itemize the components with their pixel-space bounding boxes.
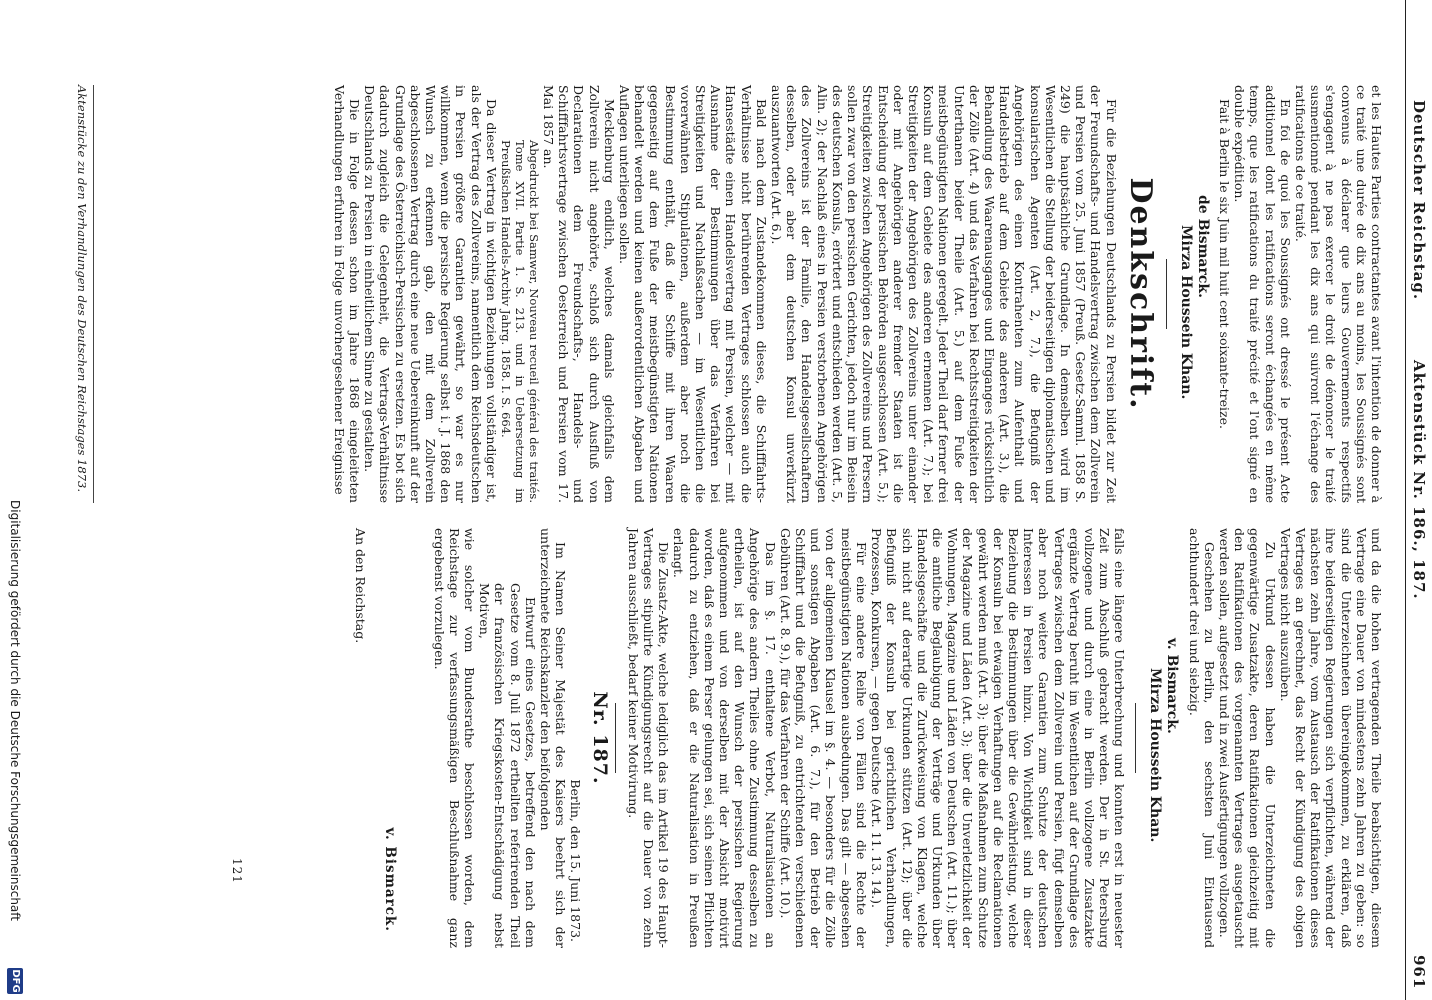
letter-paragraph: wie solcher vom Bundesrathe beschlossen worden, dem Reichstage zur verfassungsmäßigen Beschlußnahme ganz ergebenst vorzulegen. — [431, 528, 478, 948]
page-number: 961 — [1410, 955, 1428, 990]
section-divider — [615, 703, 616, 773]
french-paragraph: En foi de quoi les Soussignés ont dressé le présent Acte additionnel dont les ratifications seront échangées en même temps, que les ratifications du traité précité et l'ont signé en double expédition. — [1232, 85, 1293, 503]
dfg-logo-icon: DFG — [7, 968, 23, 994]
letter-paragraph: Im Namen Seiner Majestät des Kaisers beehrt sich der unterzeichnete Reichskanzler den beifolgenden — [538, 528, 569, 948]
signature-bismarck: v. Bismarck. — [1164, 638, 1181, 734]
digitization-text: Digitalisierung gefördert durch die Deutsche Forschungsgemeinschaft — [8, 500, 22, 922]
page-header — [1405, 0, 1432, 1000]
digitization-note — [3, 0, 27, 1000]
right-column — [353, 528, 1384, 948]
footnote: Aktenstücke zu den Verhandlungen des Deutschen Reichstages 1873. — [75, 85, 94, 503]
french-paragraph: et les Hautes Parties contractantes avant l'intention de donner à ce traité une durée de dix ans au moins, les Soussignés sont convenus à déclarer que leurs Gouvernements respectifs s'engagent à ne pas exercer le droit de dénoncer le traité susmentionné pendant les dix ans qui suivront l'échange des ratifications de ce traité. — [1292, 85, 1384, 503]
opening-paragraph: Geschehen zu Berlin, den sechsten Juni Eintausend achthundert drei und siebzig. — [1186, 528, 1217, 948]
footer-page-number: 121 — [230, 858, 244, 884]
dateline: Berlin, den 15. Juni 1873. — [568, 779, 584, 942]
continuation-paragraph: Für eine andere Reihe von Fällen sind die Rechte der meistbegünstigten Nationen ausbedungen. Das gilt — abgesehen von der allgemeinen Klausel im §. 4. — besonders für die Zölle und sonstigen Abgaben (Art. 6. 7.), für den Betrieb der Schifffahrt und die Befugniß, zu entrichtenden verschiedenen Gebühren (Art. 8. 9.), für das Verfahren der Schiffe (Art. 10.). — [777, 528, 869, 948]
body-paragraph: Für die Beziehungen Deutschlands zu Persien bildet zur Zeit der Freundschafts- und Handelsvertrag zwischen dem Zollverein und Persien vom 25. Juni 1857 (Preuß. Gesetz-Samml. 1858 S. 249) die hauptsächliche Grundlage. In demselben wird im Wesentlichen die Stellung der beiderseitigen diplomatischen und konsularischen Agenten (Art. 2, 7.), die Befugniß der Angehörigen des einen Kontrahenten zum Aufenthalt und Handelsbetrieb auf dem Gebiete des anderen (Art. 3.), die Behandlung des Waarenausganges und Einganges rücksichtlich der Zölle (Art. 4) und das Verfahren bei Rechtsstreitigkeiten der Unterthanen beider Theile (Art. 5.) auf dem Fuße der meistbegünstigten Nationen geregelt. Jeder Theil darf ferner drei Konsuln auf dem Gebiete des anderen ernennen (Art. 7.); bei Streitigkeiten der Angehörigen des Zollvereins unter einander oder mit Angehörigen anderer fremder Staaten ist die Entscheidung der persischen Behörden ausgeschlossen (Art. 5.); Streitigkeiten zwischen Angehörigen des Zollvereins und Persern sollen zwar von den persischen Gerichten, jedoch nur im Beisein des deutschen Konsuls, erörtert und entschieden werden (Art. 5, Alin. 2); der Nachlaß eines in Persien verstorbenen Angehörigen des Zollvereins ist der Familie, den Handelsgesellschaftern desselben, oder aber dem deutschen Konsul unverkürzt auszuantworten (Art. 6.). — [769, 85, 1119, 503]
signature-mirza: Mirza Houssein Khan. — [1177, 225, 1194, 400]
continuation-paragraph: Die Zusatz-Akte, welche lediglich das im Artikel 19 des Haupt-Vertrages stipulirte Kündigungsrecht auf die Dauer von zehn Jahren ausschließt, bedarf keiner Motivirung. — [625, 528, 672, 948]
addressee: An den Reichstag. — [353, 528, 369, 644]
letter-enclosure: Entwurf eines Gesetzes, betreffend den nach dem Gesetze vom 8. Juli 1872 ertheilten referirenden Theil der französischen Kriegskosten-Entschädigung nebst Motiven, — [477, 583, 538, 948]
opening-paragraph: und da die hohen vertragenden Theile beabsichtigen, diesem Vertrage eine Dauer von mindestens zehn Jahren zu geben: so sind die Unterzeichneten übereingekommen, zu erklären, daß ihre beiderseitigen Regierungen sich verpflichten, während der nächsten zehn Jahre, vom Austausch der Ratifikationen dieses Vertrages an gerechnet, das Recht der Kündigung des obigen Vertrages nicht auszuüben. — [1277, 528, 1384, 948]
continuation-paragraph: Das im §. 17. enthaltene Verbot, Naturalisationen an Angehörige des andern Theiles ohne Zustimmung desselben zu ertheilen, ist auf den Wunsch der persischen Regierung aufgenommen und von derselben mit der Absicht motivirt worden, daß es einem Perser gelungen sei, sich seinen Pflichten dadurch zu entziehen, daß er die Naturalisation in Preußen erlangt. — [671, 528, 778, 948]
closing-paragraph: Da dieser Vertrag in wichtigen Beziehungen vollständiger ist, als der Vertrag des Zollvereins, namentlich dem Reichsdeutschen in Persien größere Garantien gewährt, so war es nur willkommen, wenn die persische Regierung selbst i. J. 1868 den Wunsch zu erkennen gab, den mit dem Zollverein abgeschlossenen Vertrag durch eine neue Uebereinkunft auf der Grundlage des Österreichisch-Persischen zu ersetzen. Es bot sich dadurch zugleich die Gelegenheit, die Vertrags-Verhältnisse Deutschlands zu Persien in einheitlichem Sinne zu gestalten. — [362, 85, 499, 503]
document-number: Aktenstück Nr. 186., 187. — [1410, 360, 1428, 600]
letter-signature: v. Bismarck. — [382, 827, 399, 932]
signature-mirza: Mirza Houssein Khan. — [1147, 668, 1164, 843]
continuation-paragraph: falls eine längere Unterbrechung und konnten erst in neuester Zeit zum Abschluß gebracht werden. Der in St. Petersburg vollzogene und durch eine in Berlin vollzogene Zusatzakte ergänzte Vertrag beruht im Wesentlichen auf der Grundlage des Vertrages zwischen dem Zollverein und Persien, fügt demselben aber noch weitere Garantien zum Schutze der deutschen Interessen in Persien hinzu. Von Wichtigkeit sind in dieser Beziehung die Bestimmungen über die Gewährleistung, welche der Konsuln bei etwaigen Verhaftungen auf die Reclamationen gewährt werden muß (Art. 3); über die Maßnahmen zum Schutze der Magazine und Läden (Art. 3); über die Unverletzlichkeit der Wohnungen, Magazine und Läden von Deutschen (Art. 11.); über die amtliche Beglaubigung der Verträge und Urkunden über Handelsgeschäfte und die Zurückweisung von Klagen, welche sich nicht auf derartige Urkunden stützen (Art. 12); über die Befugniß der Konsuln bei gerichtlichen Verhandlungen, Prozessen, Konkursen, — gegen Deutsche (Art. 11. 13. 14.). — [869, 528, 1128, 948]
closing-paragraph: Die in Folge dessen schon im Jahre 1868 eingeleiteten Verhandlungen erfuhren in Folge unvorhergesehener Ereignisse — [331, 85, 363, 503]
section-divider — [1135, 703, 1136, 773]
section-title: Denkschrift. — [1122, 177, 1158, 411]
signature-bismarck: de Bismarck. — [1194, 195, 1211, 298]
body-paragraph: Bald nach dem Zustandekommen dieses, die Schifffahrts-Verhältnisse nicht berührenden Vertrages schlossen auch die Hansestädte einen Handelsvertrag mit Persien, welcher — mit Ausnahme der Bestimmungen über das Verfahren bei Streitigkeiten und Nachlaßsachen — im Wesentlichen die vorerwähnten Stipulationen, außerdem aber noch die Bestimmung enthält, daß die Schiffe mit ihren Waaren gegenseitig auf dem Fuße der meistbegünstigten Nationen behandelt werden und keinen außerordentlichen Abgaben und Auflagen unterliegen sollen. — [617, 85, 769, 503]
citation: Abgedruckt bei Samwer, Nouveau recueil général des traités. Tome XVII. Partie 1. S. 213. und in Uebersetzung im Preußischen Handels-Archiv Jahrg. 1858. I. S. 664. — [498, 140, 541, 503]
french-paragraph: Fait à Berlin le six Juin mil huit cent soixante-treize. — [1216, 99, 1232, 430]
opening-paragraph: Zu Urkund dessen haben die Unterzeichneten die gegenwärtige Zusatzakte, deren Ratifikationen gleichzeitig mit den Ratifikationen des vorgenannten Vertrages ausgetauscht werden sollen, aufgesetzt und in zwei Ausfertigungen vollzogen. — [1216, 528, 1278, 948]
publication-title: Deutscher Reichstag. — [1410, 100, 1428, 301]
left-column — [332, 85, 1384, 503]
section-divider — [1166, 259, 1167, 329]
document-heading: Nr. 187. — [588, 691, 611, 785]
body-paragraph: Mecklenburg endlich, welches damals gleichfalls dem Zollverein nicht angehörte, schloß sich durch Ausfluß von Declarationen dem Freundschafts-, Handels- und Schifffahrtsvertrage zwischen Oesterreich und Persien vom 17. Mai 1857 an. — [541, 85, 617, 503]
